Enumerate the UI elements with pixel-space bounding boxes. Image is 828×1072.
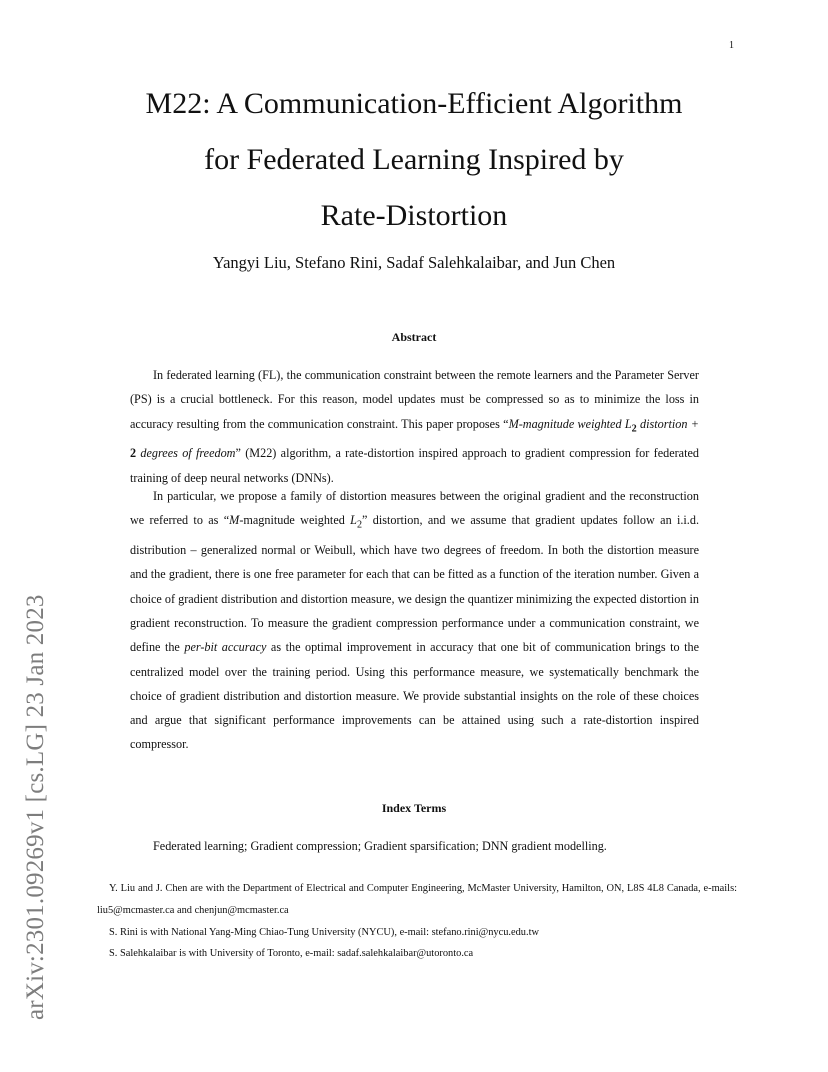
title-line-1: M22: A Communication-Efficient Algorithm (145, 87, 683, 120)
math-subscript: 2 (356, 519, 363, 531)
math-symbol: L (624, 416, 632, 431)
footnote-affiliation-3: S. Salehkalaibar is with University of Toronto, e-mail: sadaf.salehkalaibar@utoronto.ca (109, 948, 474, 959)
math-symbol: M (229, 513, 240, 528)
author-list: Yangyi Liu, Stefano Rini, Sadaf Salehkalaibar, and Jun Chen (212, 253, 616, 272)
paper-title (0, 76, 828, 244)
italic-run: per-bit accuracy (184, 640, 267, 655)
text-run: ” distortion, and we assume that gradient updates follow an i.i.d. distribution – generalized normal or Weibull, which have two degrees of freedom. In both the distortion measure and the gradient, there is one free parameter for each that can be fitted as a function of the iteration number. Given a choice of gradient distribution and distortion measure, we design the quantizer minimizing the expected distortion in gradient reconstruction. To measure the gradient compression performance under a communication constraint, we define the (130, 513, 699, 655)
arxiv-identifier: arXiv:2301.09269v1 [cs.LG] 23 Jan 2023 (22, 594, 49, 1020)
footnote-affiliation-2: S. Rini is with National Yang-Ming Chiao-Tung University (NYCU), e-mail: stefano.rini@nycu.edu.tw (109, 927, 539, 938)
text-run: as the optimal improvement in accuracy that one bit of communication brings to the centralized model over the training period. Using this performance measure, we systematically benchmark the choice of gradient distribution and distortion measure. We provide substantial insights on the role of these choices and argue that significant performance improvements can be attained using such a rate-distortion inspired compressor. (130, 640, 700, 752)
math-symbol: 2 (130, 446, 137, 461)
title-line-3: Rate-Distortion (320, 199, 508, 232)
page-number: 1 (729, 40, 734, 51)
abstract-paragraph-2 (130, 484, 699, 757)
index-terms-heading: Index Terms (381, 801, 447, 815)
italic-run: degrees of freedom (136, 446, 236, 461)
italic-run: distortion + (636, 416, 699, 431)
math-symbol: L (350, 513, 357, 528)
title-line-2: for Federated Learning Inspired by (204, 143, 624, 176)
abstract-heading: Abstract (391, 330, 437, 344)
text-run: In federated learning (FL), the communication constraint between the remote learners and the Parameter Server (PS) is a crucial bottleneck. For this reason, model updates must be compressed so as to minimize the loss in accuracy resulting from the communication constraint. This paper proposes “ (130, 368, 699, 431)
text-run: ” (M22) algorithm, a rate-distortion inspired approach to gradient compression for federated training of deep neural networks (DNNs). (130, 446, 699, 485)
footnote-affiliation-1: Y. Liu and J. Chen are with the Department of Electrical and Computer Engineering, McMaster University, Hamilton, ON, L8S 4L8 Canada, e-mails: liu5@mcmaster.ca and chenjun@mcmaster.ca (97, 883, 737, 916)
math-symbol: M (508, 416, 519, 431)
text-run: -magnitude weighted (239, 513, 351, 528)
index-terms-text: Federated learning; Gradient compression; Gradient sparsification; DNN gradient modelling. (153, 839, 607, 853)
italic-run: -magnitude weighted (518, 416, 625, 431)
abstract-paragraph-1 (130, 363, 699, 490)
math-subscript: 2 (631, 423, 637, 435)
text-run: In particular, we propose a family of distortion measures between the original gradient and the reconstruction we referred to as “ (130, 489, 699, 528)
